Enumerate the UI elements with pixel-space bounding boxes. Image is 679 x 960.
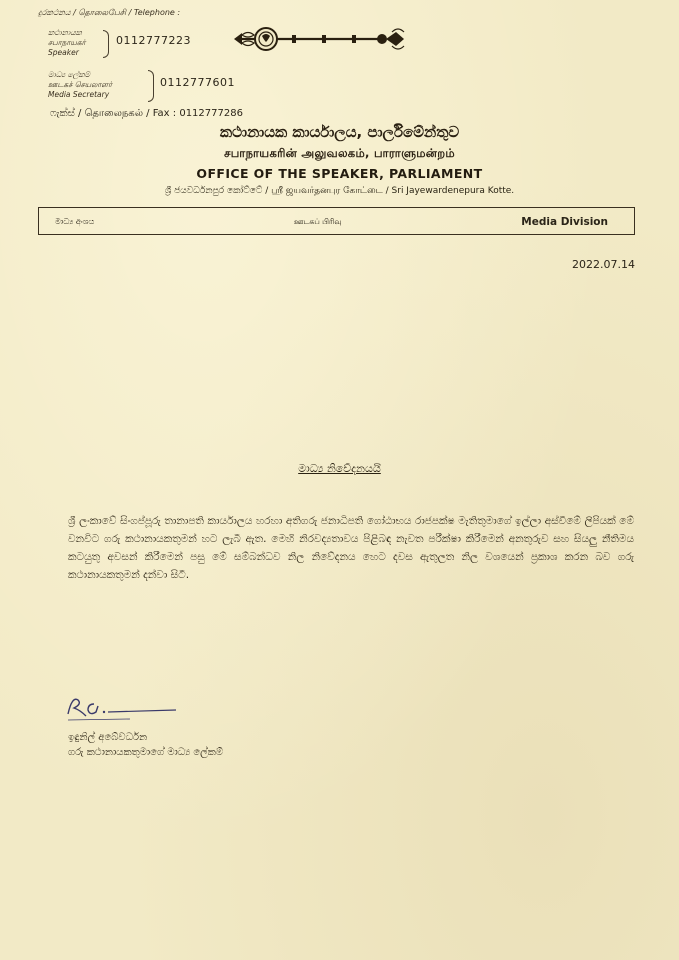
speaker-label-en: Speaker	[48, 48, 79, 57]
telephone-label: දුරකථනය / தொலைபேசி / Telephone :	[38, 8, 181, 17]
fax-line: ෆැක්ස් / தொலைநகல் / Fax : 0112777286	[50, 108, 243, 119]
media-sec-phone: 0112777601	[160, 76, 235, 89]
speaker-label-si: කථානායක	[48, 28, 82, 37]
division-label-en: Media Division	[521, 216, 608, 228]
division-label-si: මාධ්‍ය අංශය	[55, 217, 95, 226]
division-box	[38, 207, 635, 235]
speaker-brace	[103, 30, 109, 58]
mace-emblem-icon	[232, 24, 408, 54]
signatory-designation: ගරු කථානායකතුමාගේ මාධ්‍ය ලේකම්	[68, 747, 224, 758]
office-title-en: OFFICE OF THE SPEAKER, PARLIAMENT	[196, 166, 483, 181]
release-body: ශ්‍රී ලංකාවේ සිංගප්පූරු තානාපති කාර්යාලය හරහා අතිගරු ජනාධිපති ගෝඨාභය රාජපක්ෂ මැතිතුමාගේ ඉල්ලා අස්වීමේ ලිපියක් මේ වනවිට ගරු කථානායකතුමන් හට ලැබී ඇත. මෙහි නිරවද්‍යතාවය පිළිබඳ නැවත පරීක්ෂා කිරීමෙන් අනතුරුව සහ සියලු නීතිමය කටයුතු අවසන් කිරීමෙන් පසු මේ සම්බන්ධව නිල නිවේදනය හෙට දවස ඇතුලත නිල වශයෙන් ප්‍රකාශ කරන බව ගරු කථානායකතුමන් දන්වා සිටී.	[68, 515, 634, 581]
letter-date: 2022.07.14	[572, 258, 635, 271]
office-title-ta: சபாநாயகரின் அலுவலகம், பாராளுமன்றம்	[224, 146, 455, 160]
signatory-name: ඉඳුනිල් අබේවර්ධන	[68, 732, 148, 743]
speaker-label-ta: சபாநாயகர்	[48, 38, 86, 47]
division-label-ta: ஊடகப் பிரிவு	[294, 217, 342, 226]
speaker-phone: 0112777223	[116, 34, 191, 47]
media-sec-label-ta: ஊடகச் செயலாளர்	[48, 80, 112, 89]
release-title: මාධ්‍ය නිවේදනයයි	[298, 462, 381, 475]
media-sec-label-si: මාධ්‍ය ලේකම්	[48, 70, 90, 79]
office-address: ශ්‍රී ජයවර්ධනපුර කෝට්ටේ / ஸ்ரீ ஜயவர்தனபுர கோட்டை / Sri Jayewardenepura Kotte.	[164, 186, 515, 196]
office-title-si: කථානායක කාර්යාලය, පාර්ලිමේන්තුව	[219, 123, 460, 141]
signature-scrawl-icon	[64, 692, 184, 722]
media-sec-brace	[148, 70, 154, 102]
media-sec-label-en: Media Secretary	[48, 90, 110, 99]
